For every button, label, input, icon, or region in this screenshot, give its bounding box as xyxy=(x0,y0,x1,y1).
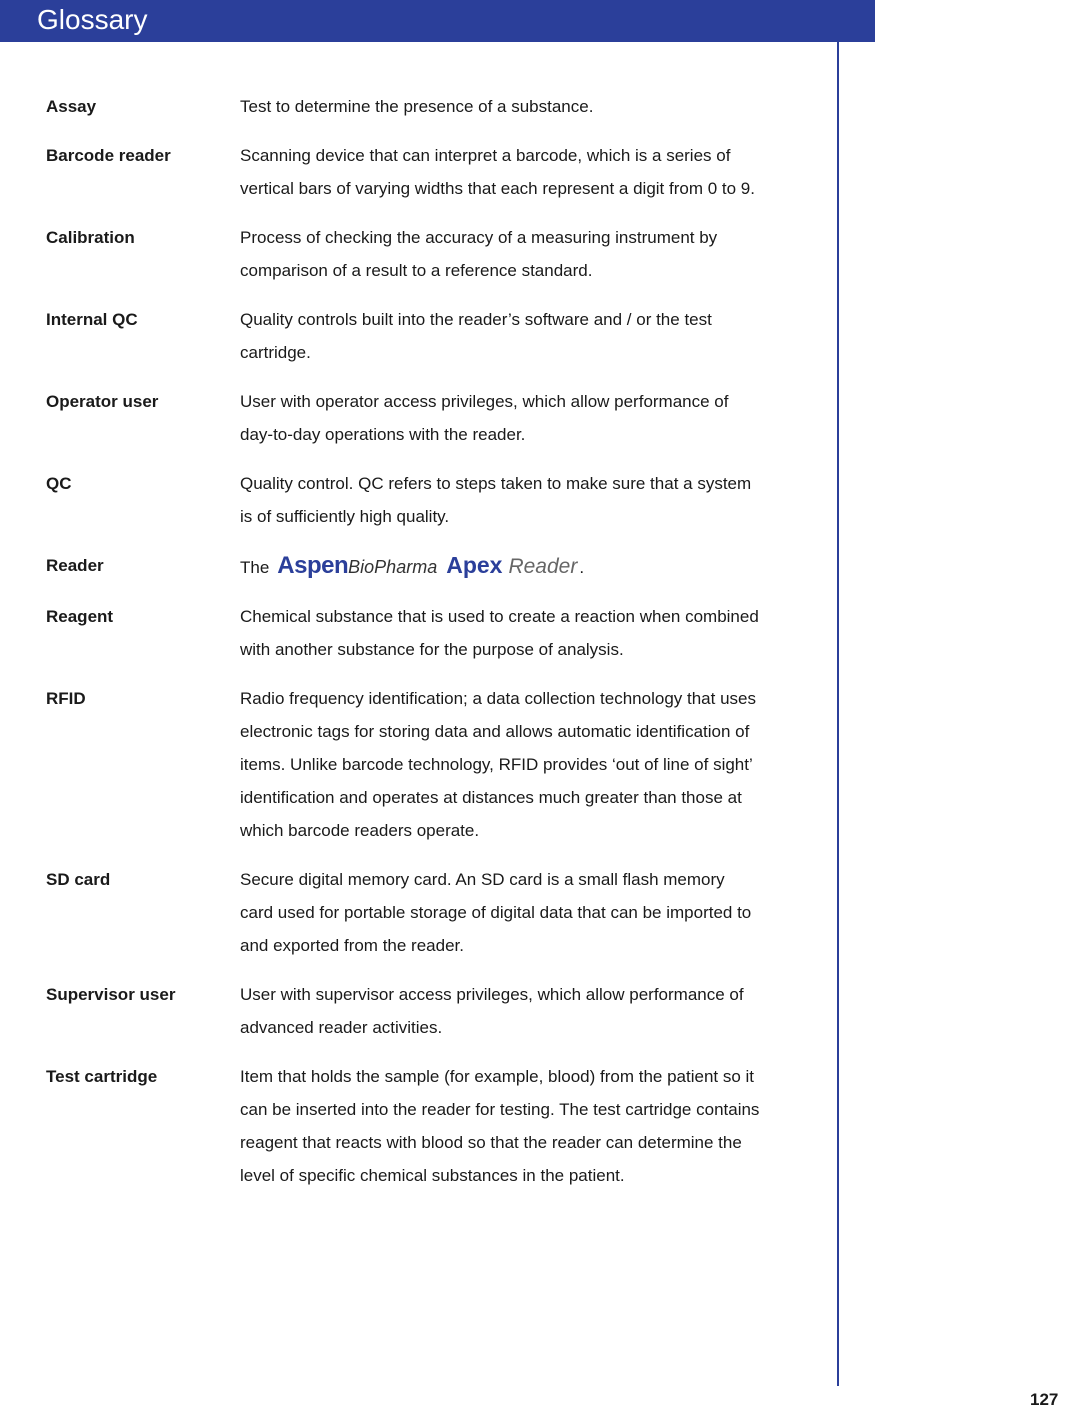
glossary-term: Assay xyxy=(46,97,97,116)
glossary-definition: Scanning device that can interpret a barcode, which is a series of vertical bars of varying widths that each represent a digit from 0 to 9. xyxy=(240,146,755,198)
glossary-definition: Process of checking the accuracy of a measuring instrument by comparison of a result to a reference standard. xyxy=(240,228,718,280)
glossary-definition: User with operator access privileges, which allow performance of day-to-day operations with the reader. xyxy=(240,392,729,444)
glossary-definition: Secure digital memory card. An SD card is a small flash memory card used for portable storage of digital data that can be imported to and exported from the reader. xyxy=(240,870,752,955)
glossary-definition: Chemical substance that is used to create a reaction when combined with another substance for the purpose of analysis. xyxy=(240,607,759,659)
glossary-term: Calibration xyxy=(46,228,135,247)
glossary-entry-reader xyxy=(46,549,766,584)
vertical-rule xyxy=(837,42,839,1386)
glossary-entry xyxy=(46,467,766,533)
glossary-entry xyxy=(46,90,766,123)
glossary-term: Barcode reader xyxy=(46,146,171,165)
glossary-entry xyxy=(46,600,766,666)
glossary-entry xyxy=(46,682,766,847)
glossary-entry xyxy=(46,139,766,205)
brand-logo-biopharma: BioPharma xyxy=(348,557,438,577)
glossary-term: QC xyxy=(46,474,72,493)
page-number: 127 xyxy=(1030,1390,1059,1409)
glossary-entry xyxy=(46,863,766,962)
glossary-entry xyxy=(46,1060,766,1192)
glossary-entry xyxy=(46,303,766,369)
page-title: Glossary xyxy=(37,4,148,35)
glossary-definition xyxy=(240,549,762,584)
glossary-entry xyxy=(46,978,766,1044)
header-bar xyxy=(0,0,875,42)
glossary-definition: User with supervisor access privileges, which allow performance of advanced reader activities. xyxy=(240,985,744,1037)
brand-logo-aspen: Aspen xyxy=(277,552,349,579)
glossary-term: Supervisor user xyxy=(46,985,176,1004)
glossary-definition: Item that holds the sample (for example, blood) from the patient so it can be inserted into the reader for testing. The test cartridge contains reagent that reacts with blood so that the reader can determine the level of specific chemical substances in the patient. xyxy=(240,1067,760,1185)
glossary-term: Reader xyxy=(46,556,104,575)
glossary-term: Reagent xyxy=(46,607,114,626)
glossary-list xyxy=(46,90,766,1208)
glossary-term: RFID xyxy=(46,689,86,708)
product-name-reader: Reader xyxy=(508,555,578,578)
glossary-definition: Radio frequency identification; a data collection technology that uses electronic tags for storing data and allows automatic identification of items. Unlike barcode technology, RFID provides ‘out of line of sight’ identification and operates at distances much greater than those at which barcode readers operate. xyxy=(240,689,756,840)
definition-prefix: The xyxy=(240,558,270,577)
glossary-definition: Quality controls built into the reader’s software and / or the test cartridge. xyxy=(240,310,712,362)
glossary-definition: Quality control. QC refers to steps taken to make sure that a system is of sufficiently high quality. xyxy=(240,474,752,526)
glossary-entry xyxy=(46,221,766,287)
glossary-entry xyxy=(46,385,766,451)
glossary-term: Operator user xyxy=(46,392,159,411)
product-name-apex: Apex xyxy=(446,552,503,578)
glossary-definition: Test to determine the presence of a substance. xyxy=(240,97,594,116)
glossary-term: Internal QC xyxy=(46,310,138,329)
definition-suffix: . xyxy=(579,558,585,577)
glossary-term: Test cartridge xyxy=(46,1067,158,1086)
glossary-term: SD card xyxy=(46,870,111,889)
